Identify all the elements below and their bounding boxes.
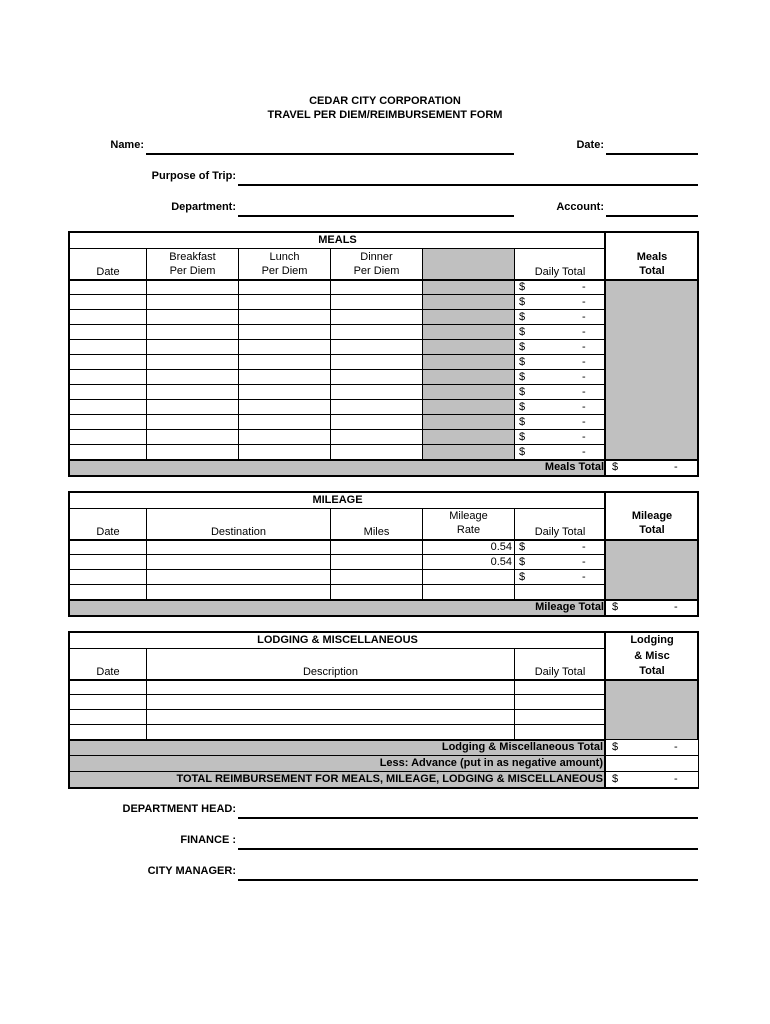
mileage-row-value: - [582,556,586,568]
mileage-col-destination: Destination [210,526,267,538]
mileage-col-daily-total: Daily Total [534,526,586,538]
meals-row-value: - [582,371,586,383]
grand-total-currency: $ [612,773,619,785]
lodging-col-description: Description [302,666,359,678]
meals-total-value: - [674,461,678,473]
lodging-col-daily-total: Daily Total [534,666,586,678]
department-head-label: DEPARTMENT HEAD: [122,803,236,815]
city-manager-label: CITY MANAGER: [147,865,236,877]
lodging-total-col-sub2: Total [639,665,665,677]
meals-row-currency: $ [519,296,526,308]
mileage-row-currency: $ [519,541,526,553]
mileage-row-currency: $ [519,571,526,583]
finance-signature[interactable] [238,848,698,850]
grand-total-label: TOTAL REIMBURSEMENT FOR MEALS, MILEAGE, LODGING & MISCELLANEOUS [176,773,603,785]
name-field[interactable] [146,153,514,155]
meals-col-lunch-sub: Per Diem [261,265,308,277]
meals-row-value: - [582,326,586,338]
meals-total-shaded [606,280,697,460]
meals-col-dinner-sub: Per Diem [353,265,400,277]
mileage-col-rate: Mileage [449,510,488,522]
lodging-col-date: Date [96,666,120,678]
meals-row-value: - [582,356,586,368]
department-label: Department: [171,201,236,213]
mileage-total-value: - [674,601,678,613]
city-manager-signature[interactable] [238,879,698,881]
mileage-row-currency: $ [519,556,526,568]
meals-total-currency: $ [612,461,619,473]
meals-row-value: - [582,431,586,443]
lodging-total-shaded [606,680,697,740]
lodging-total-col-sub: & Misc [634,650,670,662]
meals-col-date: Date [96,266,120,278]
meals-total-col: Meals [636,251,668,263]
meals-row-currency: $ [519,311,526,323]
meals-col-lunch: Lunch [269,251,300,263]
org-title: CEDAR CITY CORPORATION [309,95,461,107]
meals-row-value: - [582,281,586,293]
mileage-total-col-sub: Total [639,524,665,536]
mileage-total-col: Mileage [631,510,673,522]
meals-row-currency: $ [519,326,526,338]
date-field[interactable] [606,153,698,155]
date-label: Date: [576,139,604,151]
meals-row-currency: $ [519,356,526,368]
meals-col-dinner: Dinner [360,251,393,263]
advance-field[interactable] [606,757,698,770]
lodging-section-title: LODGING & MISCELLANEOUS [257,634,418,646]
lodging-total-label: Lodging & Miscellaneous Total [441,741,603,753]
meals-total-label: Meals Total [544,461,604,473]
meals-row-value: - [582,416,586,428]
advance-label: Less: Advance (put in as negative amount) [379,757,603,769]
meals-row-currency: $ [519,446,526,458]
meals-section-title: MEALS [318,234,357,246]
mileage-row-value: - [582,541,586,553]
mileage-section-title: MILEAGE [312,494,363,506]
mileage-total-currency: $ [612,601,619,613]
meals-row-currency: $ [519,386,526,398]
form-title: TRAVEL PER DIEM/REIMBURSEMENT FORM [267,109,503,121]
name-label: Name: [110,139,144,151]
mileage-col-miles: Miles [363,526,390,538]
purpose-label: Purpose of Trip: [151,170,236,182]
mileage-col-rate-sub: Rate [456,524,481,536]
lodging-total-col: Lodging [630,634,674,646]
meals-row-currency: $ [519,281,526,293]
meals-col-breakfast: Breakfast [169,251,216,263]
mileage-total-shaded [606,540,697,600]
lodging-total-value: - [674,741,678,753]
meals-row-currency: $ [519,371,526,383]
meals-row-value: - [582,386,586,398]
meals-row-currency: $ [519,416,526,428]
purpose-field[interactable] [238,184,698,186]
meals-row-value: - [582,446,586,458]
department-field[interactable] [238,215,514,217]
meals-row-value: - [582,296,586,308]
meals-row-value: - [582,401,586,413]
meals-col-daily-total: Daily Total [534,266,586,278]
meals-row-currency: $ [519,401,526,413]
department-head-signature[interactable] [238,817,698,819]
mileage-col-date: Date [96,526,120,538]
mileage-row-rate: 0.54 [490,541,512,553]
finance-label: FINANCE : [180,834,236,846]
account-label: Account: [556,201,604,213]
grand-total-value: - [674,773,678,785]
meals-row-currency: $ [519,431,526,443]
meals-total-col-sub: Total [639,265,665,277]
meals-row-currency: $ [519,341,526,353]
meals-row-value: - [582,311,586,323]
account-field[interactable] [606,215,698,217]
mileage-row-value: - [582,571,586,583]
lodging-total-currency: $ [612,741,619,753]
mileage-row-rate: 0.54 [490,556,512,568]
meals-col-breakfast-sub: Per Diem [169,265,216,277]
meals-row-value: - [582,341,586,353]
mileage-total-label: Mileage Total [535,601,604,613]
